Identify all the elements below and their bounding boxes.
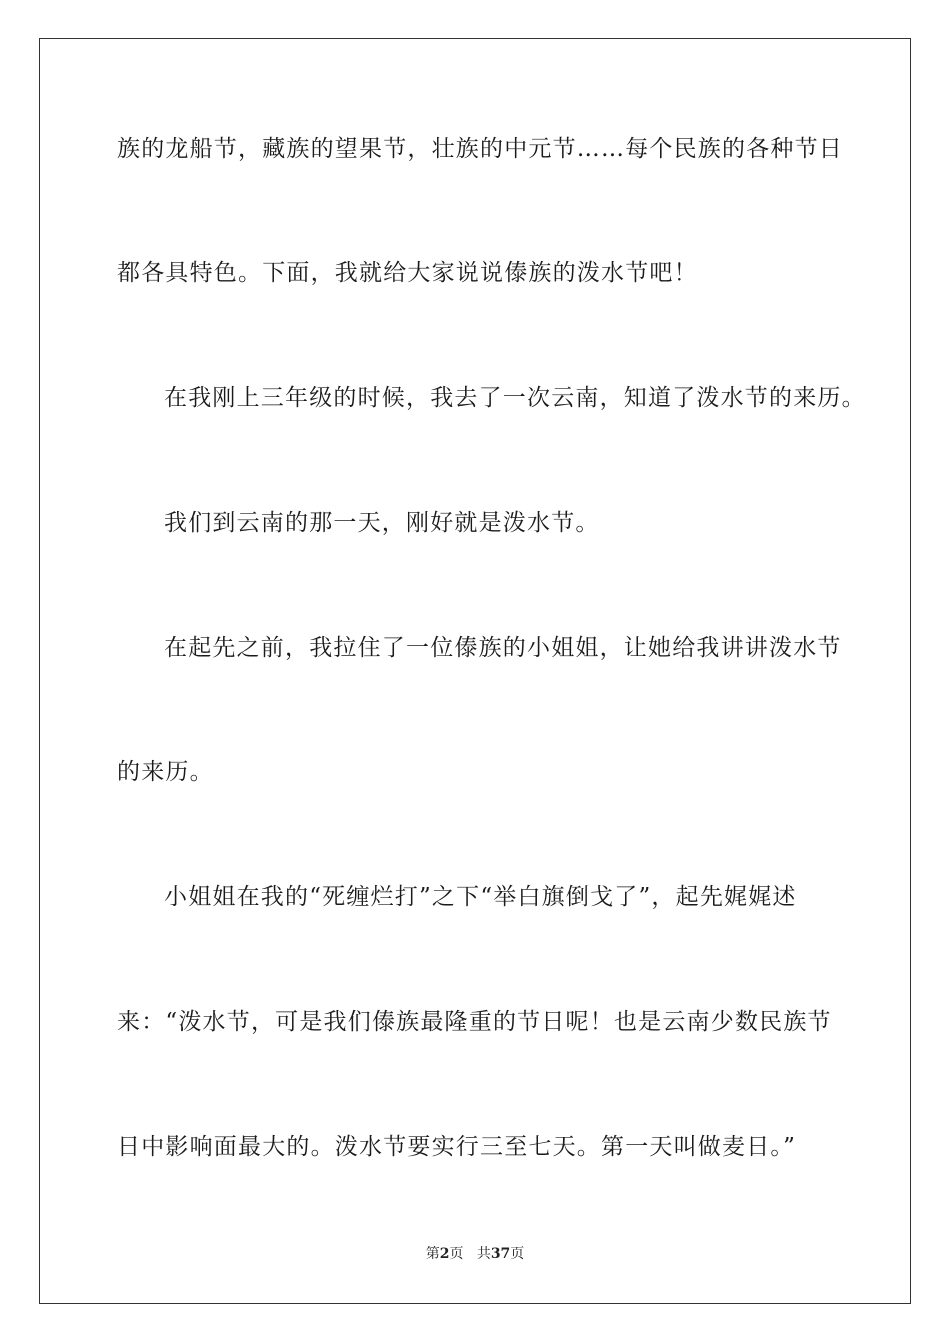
total-prefix: 共 xyxy=(476,1246,491,1262)
page-prefix: 第 xyxy=(425,1246,440,1262)
paragraph-line: 来：“泼水节，可是我们傣族最隆重的节日呢！也是云南少数民族节 xyxy=(117,1009,832,1035)
page-border xyxy=(39,38,911,1304)
paragraph-line: 在起先之前，我拉住了一位傣族的小姐姐，让她给我讲讲泼水节 xyxy=(164,635,842,661)
paragraph-line: 族的龙船节，藏族的望果节，壮族的中元节……每个民族的各种节日 xyxy=(117,136,843,162)
total-pages: 37 xyxy=(490,1246,511,1262)
paragraph-line: 我们到云南的那一天，刚好就是泼水节。 xyxy=(164,510,600,536)
paragraph-line: 都各具特色。下面，我就给大家说说傣族的泼水节吧！ xyxy=(117,260,698,286)
paragraph-line: 日中影响面最大的。泼水节要实行三至七天。第一天叫做麦日。” xyxy=(117,1134,797,1160)
total-suffix: 页 xyxy=(510,1246,525,1262)
paragraph-line: 小姐姐在我的“死缠烂打”之下“举白旗倒戈了”，起先娓娓述 xyxy=(164,884,797,910)
page-suffix: 页 xyxy=(449,1246,464,1262)
page-footer xyxy=(0,1245,950,1263)
paragraph-line: 在我刚上三年级的时候，我去了一次云南，知道了泼水节的来历。 xyxy=(164,385,866,411)
page-number: 2 xyxy=(439,1246,450,1262)
paragraph-line: 的来历。 xyxy=(117,759,214,785)
